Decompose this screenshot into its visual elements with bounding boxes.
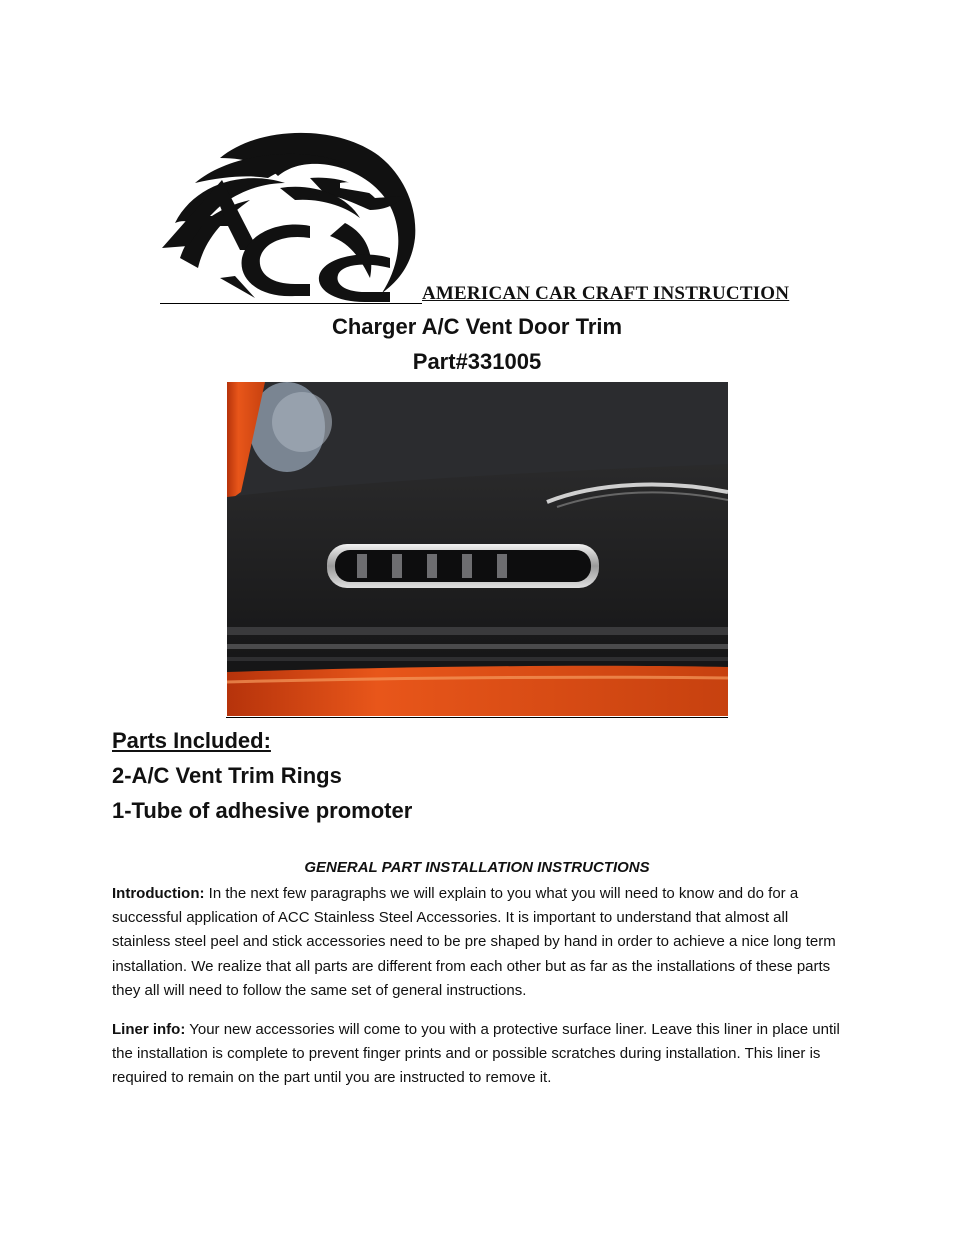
acc-eagle-logo [160, 128, 422, 304]
header-rule [160, 303, 422, 304]
liner-info-text: Your new accessories will come to you with a protective surface liner. Leave this liner in place until the installation is complete to prevent finger prints and or possible scratches during installation. This liner is required to remain on the part until you are instructed to remove it. [112, 1021, 840, 1087]
liner-info-label: Liner info: [112, 1021, 186, 1038]
parts-item-vent-rings: 2-A/C Vent Trim Rings [112, 763, 342, 788]
product-photo [227, 382, 728, 716]
parts-item-adhesive-promoter: 1-Tube of adhesive promoter [112, 798, 413, 823]
liner-info-paragraph [112, 1018, 847, 1091]
document-title: Charger A/C Vent Door Trim [331, 314, 623, 339]
introduction-label: Introduction: [112, 885, 205, 902]
company-line: AMERICAN CAR CRAFT INSTRUCTION [422, 283, 790, 304]
photo-rule [226, 717, 728, 718]
introduction-paragraph [112, 882, 847, 1003]
part-number: Part#331005 [412, 349, 542, 374]
parts-heading: Parts Included: [112, 728, 271, 753]
instructions-heading: GENERAL PART INSTALLATION INSTRUCTIONS [304, 859, 650, 876]
introduction-text: In the next few paragraphs we will explain to you what you will need to know and do for a successful application of ACC Stainless Steel Accessories. It is important to understand that almost all stainless steel peel and stick accessories need to be pre shaped by hand in order to achieve a nice long term installation. We realize that all parts are different from each other but as far as the installations of these parts they all will need to follow the same set of general instructions. [112, 885, 836, 999]
